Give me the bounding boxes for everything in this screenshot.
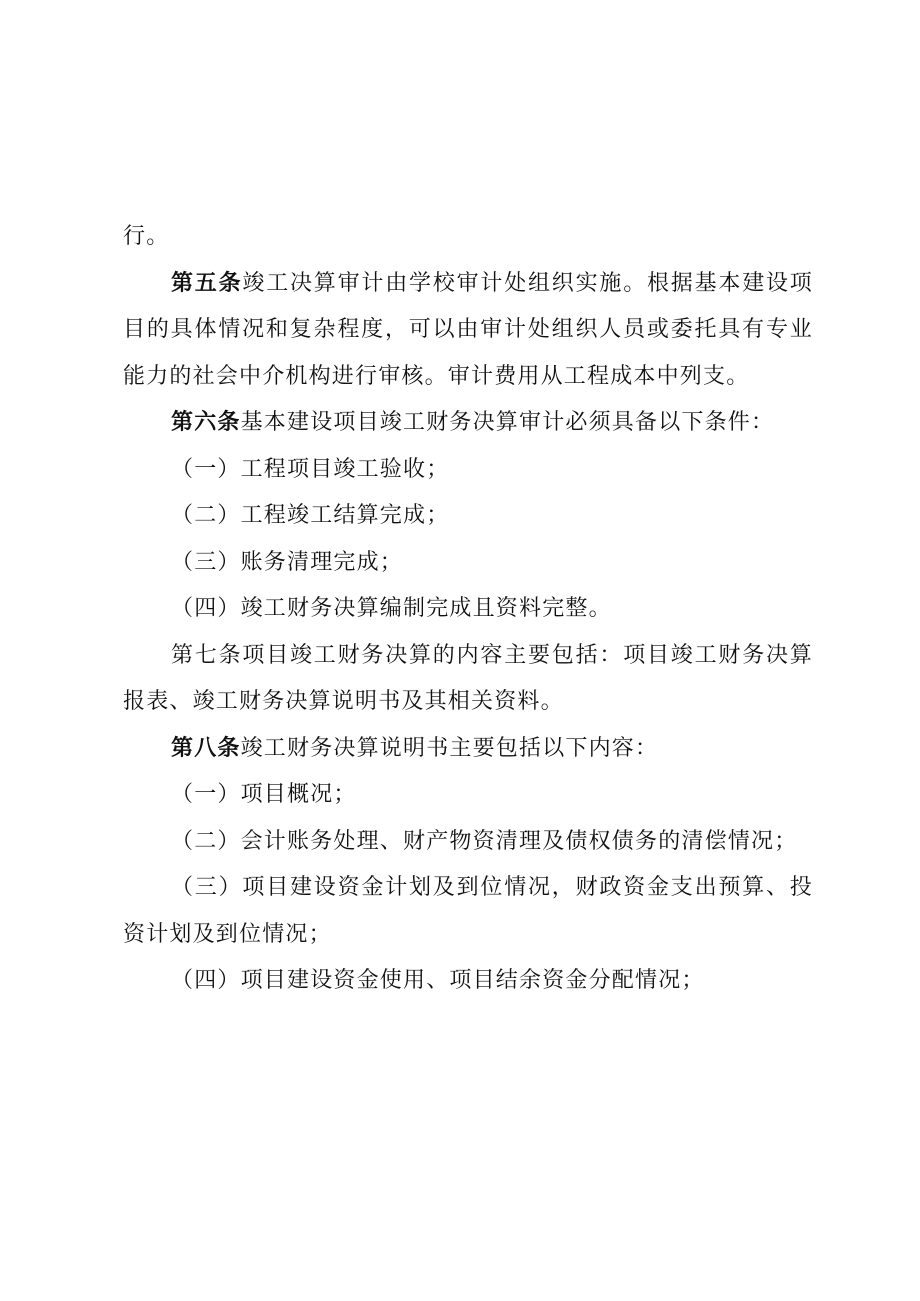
article-8-heading: 第八条 bbox=[171, 735, 241, 761]
article-5 bbox=[123, 261, 813, 401]
document-body bbox=[123, 214, 813, 1005]
article-5-text: 竣工决算审计由学校审计处组织实施。根据基本建设项目的具体情况和复杂程度，可以由审计处组织人员或委托具有专业能力的社会中介机构进行审核。审计费用从工程成本中列支。 bbox=[123, 270, 813, 389]
article-6 bbox=[123, 400, 813, 447]
article-6-item-2: （二）工程竣工结算完成； bbox=[171, 503, 450, 528]
article-8-item-1: （一）项目概况； bbox=[171, 782, 357, 807]
article-6-text: 基本建设项目竣工财务决算审计必须具备以下条件： bbox=[240, 410, 775, 435]
article-6-item-4: （四）竣工财务决算编制完成且资料完整。 bbox=[171, 596, 612, 621]
article-6-item-3: （三）账务清理完成； bbox=[171, 549, 404, 575]
article-5-heading: 第五条 bbox=[171, 270, 243, 296]
continuation-line: 行。 bbox=[123, 224, 170, 249]
article-8-item-4: （四）项目建设资金使用、项目结余资金分配情况； bbox=[171, 968, 705, 993]
article-8-item-2: （二）会计账务处理、财产物资清理及债权债务的清偿情况； bbox=[171, 828, 798, 854]
article-6-item-1: （一）工程项目竣工验收； bbox=[171, 456, 450, 482]
article-6-heading: 第六条 bbox=[171, 410, 241, 435]
article-7: 第七条项目竣工财务决算的内容主要包括：项目竣工财务决算报表、竣工财务决算说明书及其相关资料。 bbox=[123, 642, 813, 714]
article-8-item-3: （三）项目建设资金计划及到位情况，财政资金支出预算、投资计划及到位情况； bbox=[123, 875, 813, 947]
article-8 bbox=[123, 726, 813, 773]
article-8-text: 竣工财务决算说明书主要包括以下内容： bbox=[240, 735, 659, 761]
